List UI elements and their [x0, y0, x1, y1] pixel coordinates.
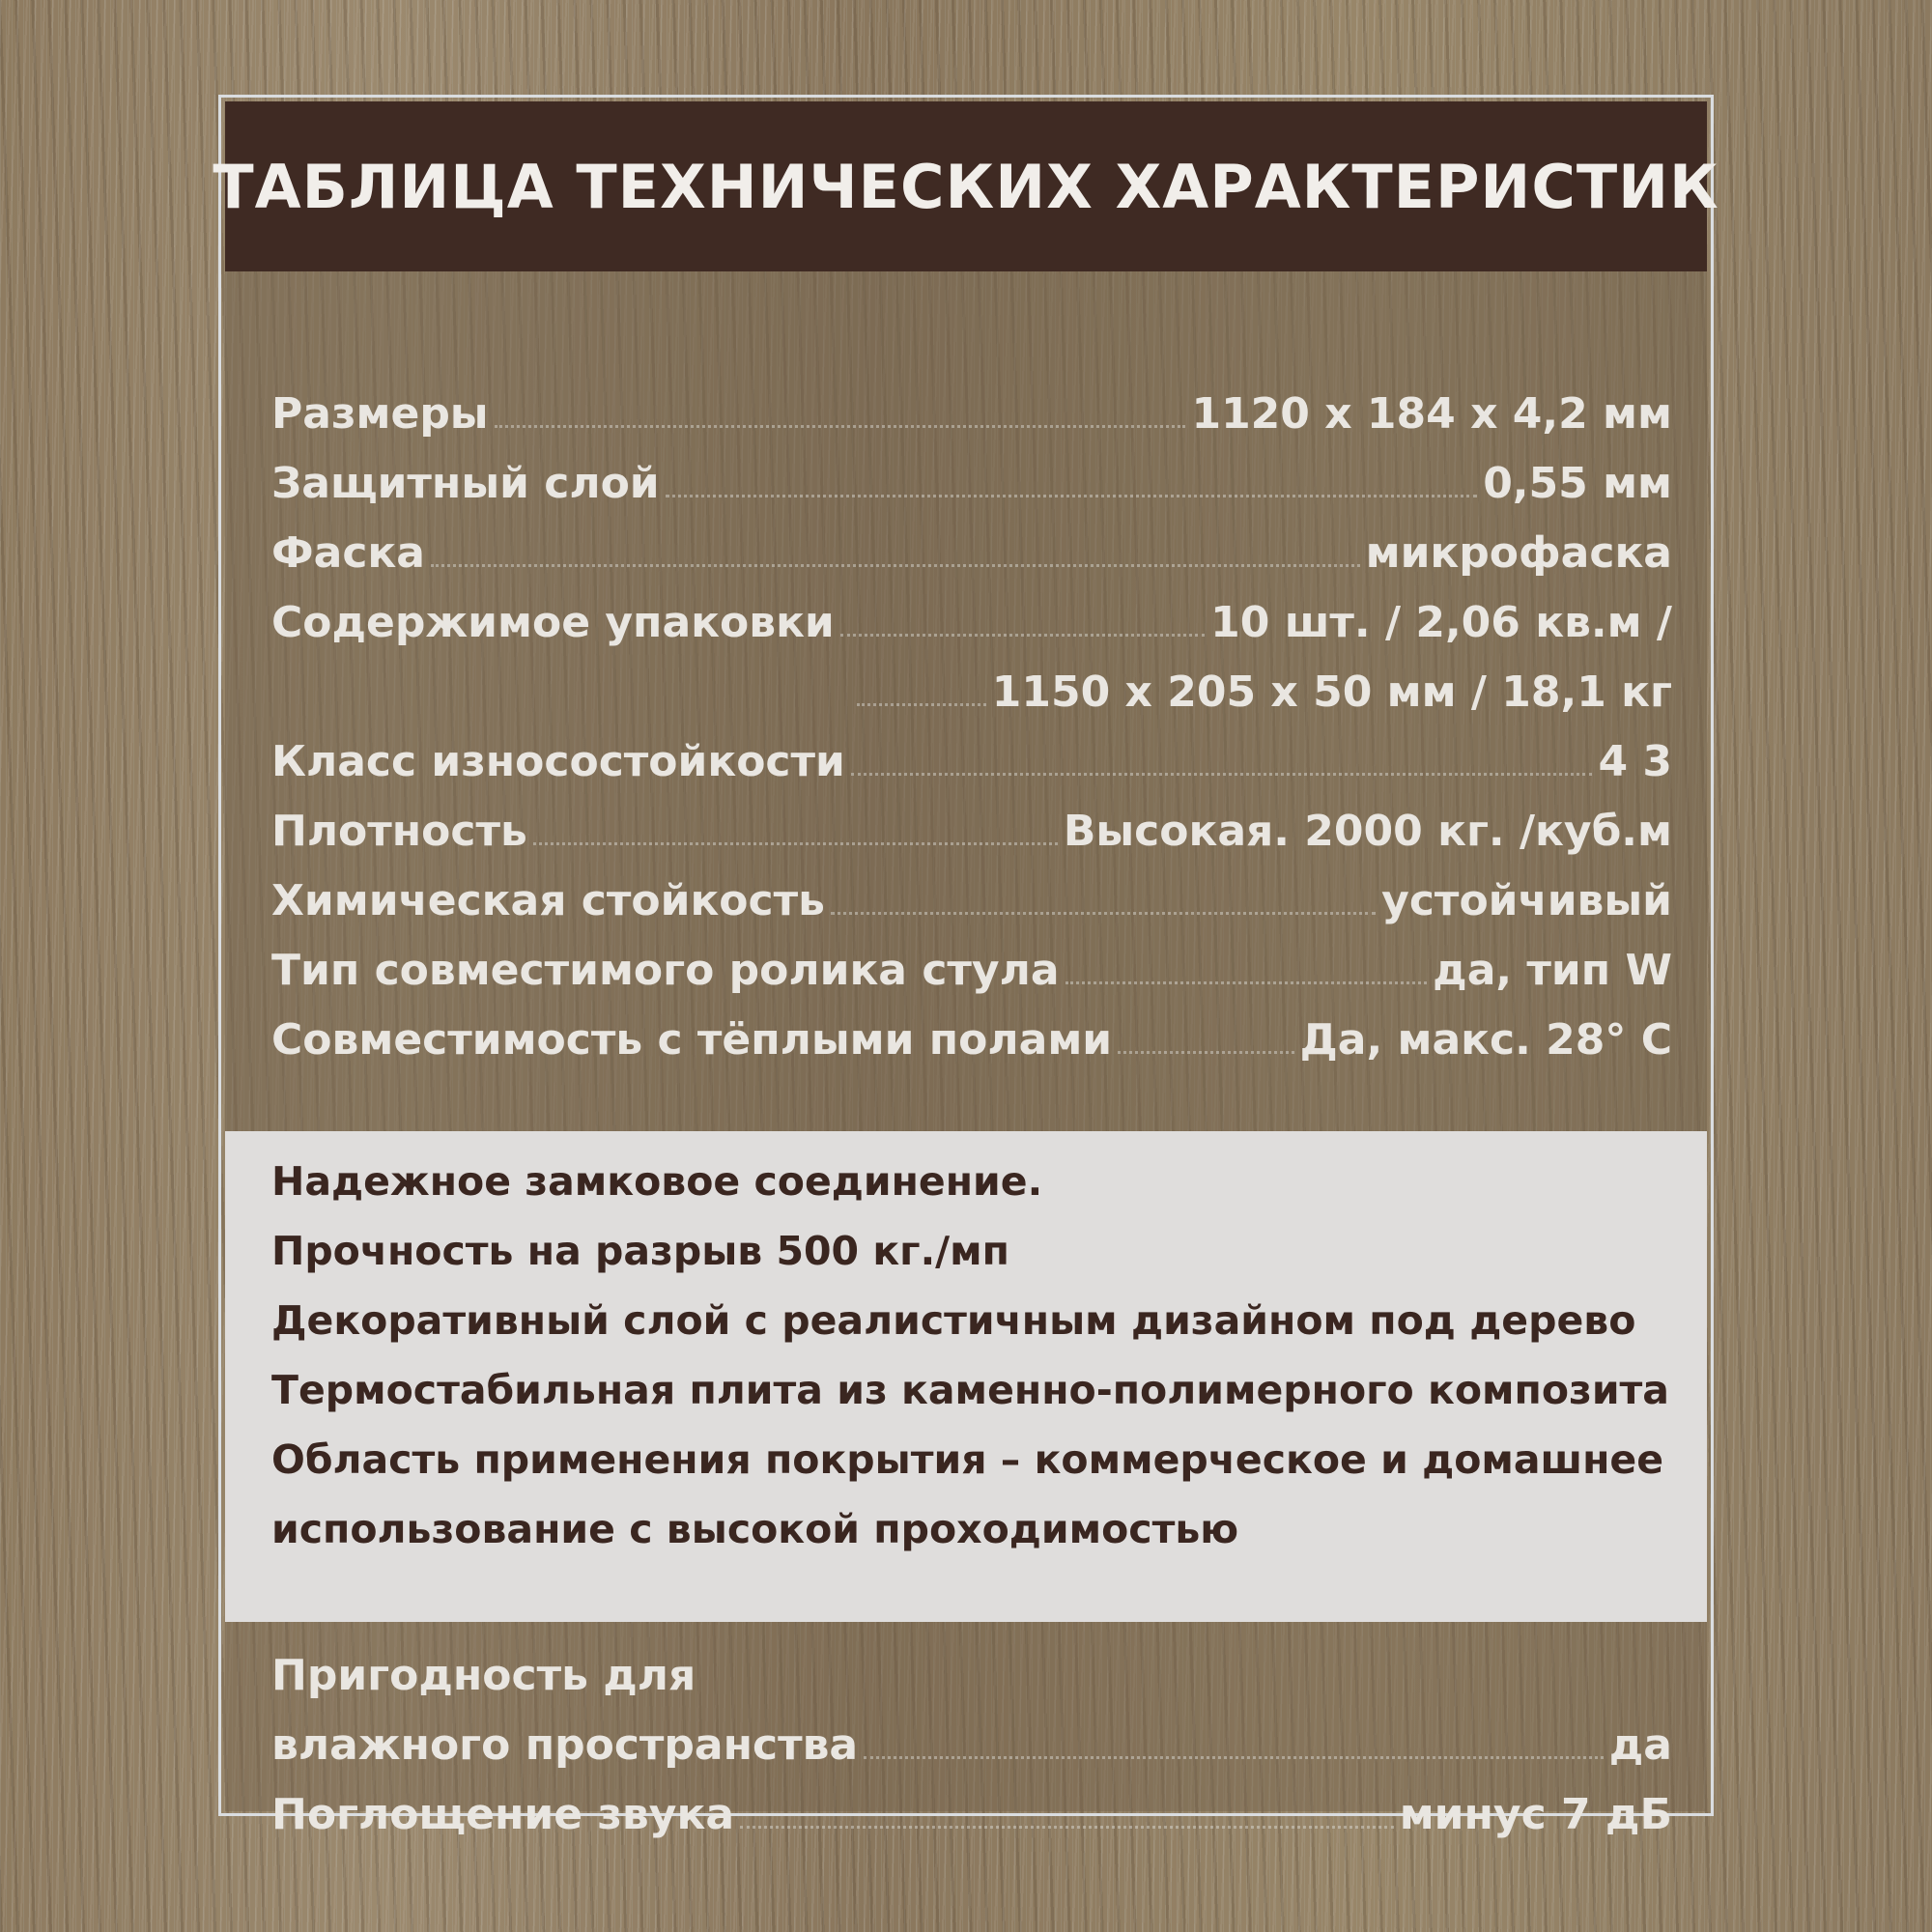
spec-value: да, тип W	[1433, 946, 1672, 995]
spec-value: 4 3	[1598, 737, 1672, 786]
page-title: ТАБЛИЦА ТЕХНИЧЕСКИХ ХАРАКТЕРИСТИК	[213, 151, 1719, 222]
spec-row-moisture	[271, 1709, 1672, 1770]
spec-row-wear-layer	[271, 447, 1672, 508]
spec-row-package-continued	[271, 656, 1672, 717]
dot-leader	[1118, 1051, 1293, 1054]
spec-value: 1150 х 205 х 50 мм / 18,1 кг	[991, 668, 1672, 717]
spec-label: Поглощение звука	[271, 1790, 735, 1839]
spec-label: Плотность	[271, 807, 527, 856]
spec-label: Защитный слой	[271, 459, 660, 508]
spec-label: Класс износостойкости	[271, 737, 845, 786]
spec-label: Размеры	[271, 389, 489, 439]
dot-leader	[740, 1826, 1394, 1829]
feature-line: использование с высокой проходимостью	[271, 1506, 1239, 1552]
feature-line: Декоративный слой с реалистичным дизайном под дерево	[271, 1297, 1636, 1344]
features-block	[225, 1131, 1707, 1622]
spec-label: Совместимость с тёплыми полами	[271, 1015, 1113, 1065]
spec-value: 10 шт. / 2,06 кв.м /	[1210, 598, 1672, 647]
spec-value: минус 7 дБ	[1399, 1790, 1672, 1839]
spec-label: Тип совместимого ролика стула	[271, 946, 1060, 995]
dot-leader	[864, 1756, 1604, 1759]
spec-row-chair-castor	[271, 934, 1672, 995]
spec-value: Высокая. 2000 кг. /куб.м	[1063, 807, 1672, 856]
bottom-spec-table	[225, 1622, 1707, 1839]
spec-row-dimensions	[271, 378, 1672, 439]
dot-leader	[851, 773, 1593, 776]
feature-line: Надежное замковое соединение.	[271, 1158, 1043, 1205]
spec-label: Пригодность для	[271, 1651, 696, 1700]
spec-table	[225, 271, 1707, 1131]
spec-value: 0,55 мм	[1483, 459, 1672, 508]
spec-row-moisture-heading	[271, 1639, 1672, 1700]
feature-line: Термостабильная плита из каменно-полимерного композита	[271, 1367, 1669, 1413]
spec-row-bevel	[271, 517, 1672, 578]
spec-row-chemical-resistance	[271, 865, 1672, 923]
spec-label: влажного пространства	[271, 1720, 859, 1770]
spec-label: Фаска	[271, 528, 425, 578]
dot-leader	[495, 425, 1186, 428]
spec-row-sound-absorption	[271, 1778, 1672, 1839]
dot-leader	[831, 912, 1376, 915]
spec-row-wear-class	[271, 725, 1672, 786]
spec-value: устойчивый	[1381, 876, 1672, 925]
spec-value: Да, макс. 28° С	[1299, 1015, 1672, 1065]
spec-row-underfloor-heating	[271, 1004, 1672, 1065]
spec-value: 1120 х 184 х 4,2 мм	[1191, 389, 1672, 439]
dot-leader	[533, 842, 1058, 845]
dot-leader	[1065, 981, 1428, 984]
spec-panel	[213, 95, 1719, 1839]
spec-label: Содержимое упаковки	[271, 598, 835, 647]
spec-value: да	[1608, 1720, 1672, 1770]
feature-line: Область применения покрытия – коммерческое и домашнее	[271, 1436, 1664, 1483]
dot-leader	[666, 495, 1478, 497]
feature-line: Прочность на разрыв 500 кг./мп	[271, 1228, 1009, 1274]
dot-leader	[840, 634, 1205, 637]
spec-label: Химическая стойкость	[271, 876, 825, 925]
spec-row-package	[271, 586, 1672, 647]
title-bar	[213, 101, 1719, 271]
spec-row-density	[271, 795, 1672, 856]
spec-value: микрофаска	[1365, 528, 1672, 578]
dot-leader	[857, 703, 986, 706]
dot-leader	[431, 564, 1360, 567]
